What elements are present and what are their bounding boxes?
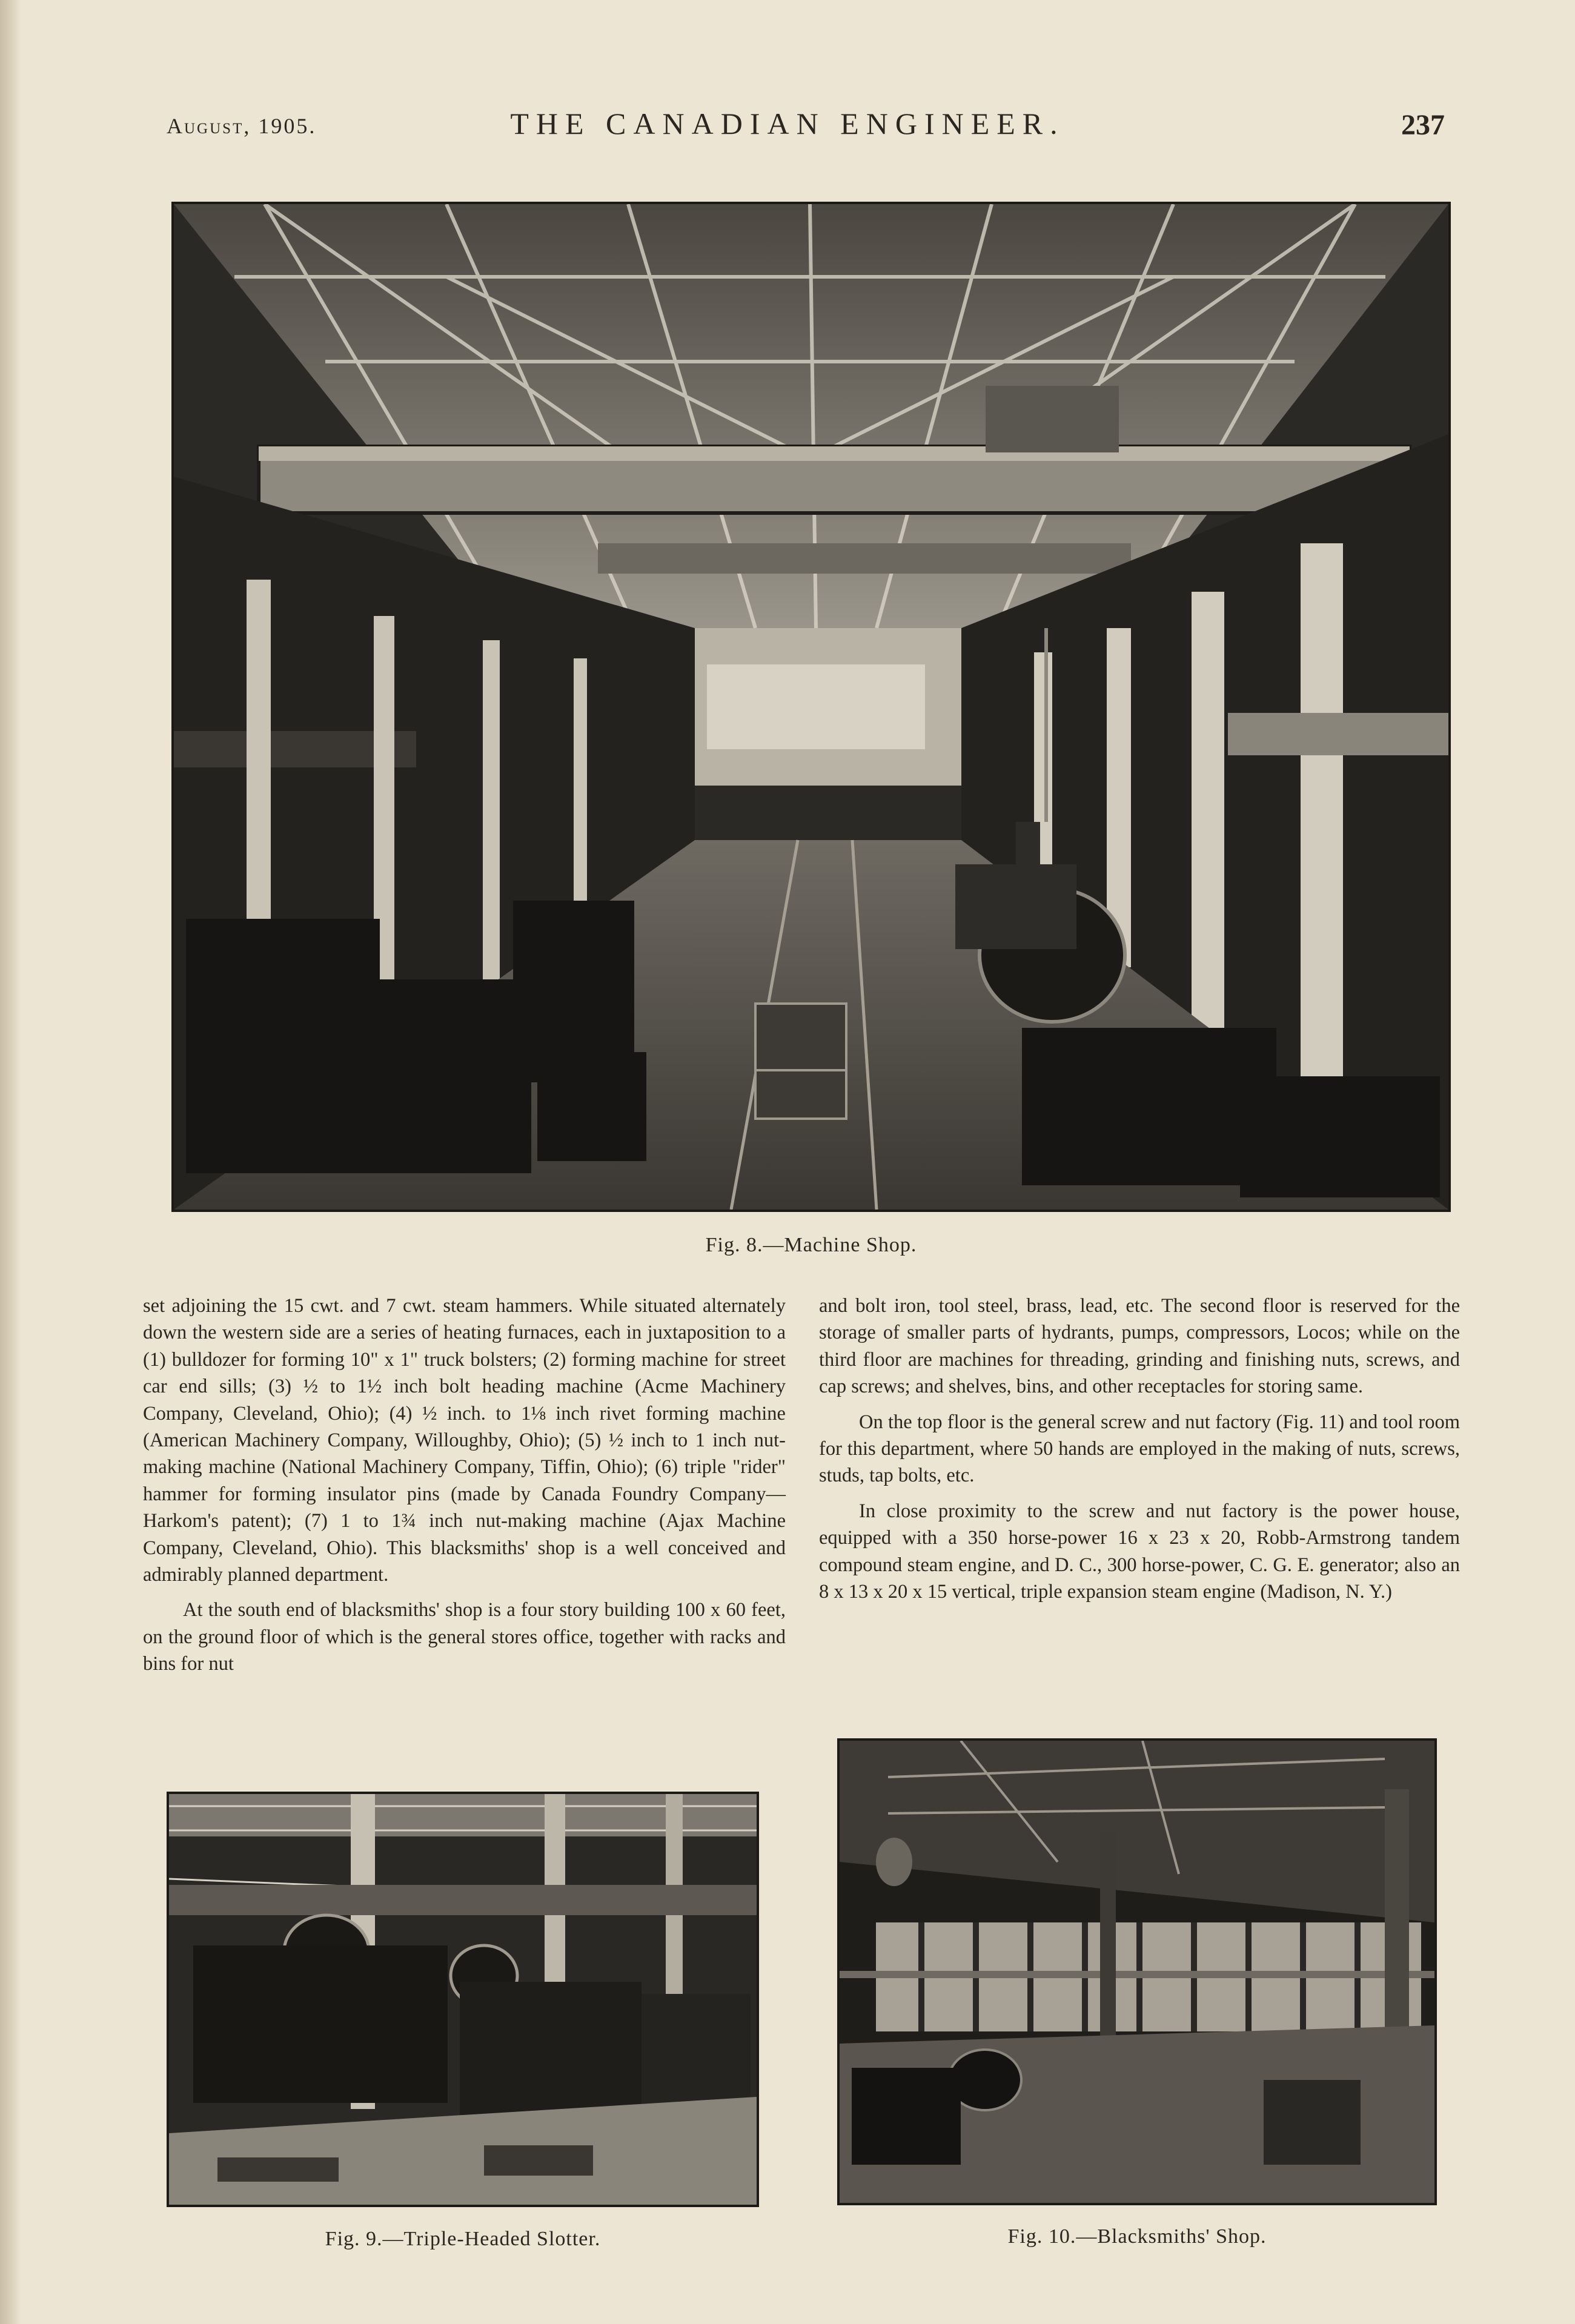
right-text-column	[819, 1293, 1460, 1614]
machine-shop-illustration	[174, 204, 1448, 1210]
journal-title: THE CANADIAN ENGINEER.	[510, 107, 1065, 141]
machine-shop-photo	[171, 202, 1451, 1212]
page-number: 237	[1401, 109, 1445, 141]
page-binding-edge	[0, 0, 21, 2324]
page-header	[0, 106, 1575, 154]
left-text-column	[143, 1293, 786, 1686]
header-date: August, 1905.	[167, 114, 317, 138]
blacksmiths-shop-photo	[837, 1738, 1437, 2205]
right-paragraph-1: and bolt iron, tool steel, brass, lead, etc. The second floor is reserved for the storage of smaller parts of hydrants, pumps, compressors, Locos; while on the third floor are machines for threading, grinding and finishing nuts, screws, and cap screws; and shelves, bins, and other receptacles for storing same.	[819, 1295, 1460, 1398]
slotter-illustration	[169, 1794, 757, 2205]
left-paragraph-1: set adjoining the 15 cwt. and 7 cwt. steam hammers. While situated alternately down the western side are a series of heating furnaces, each in juxtaposition to a (1) bulldozer for forming 10" x 1" truck bolsters; (2) forming machine for street car end sills; (3) ½ to 1½ inch bolt heading machine (Acme Machinery Company, Cleveland, Ohio); (4) ½ inch. to 1⅛ inch rivet forming machine (American Machinery Company, Willoughby, Ohio); (5) ½ inch to 1 inch nut-making machine (National Machinery Company, Tiffin, Ohio); (6) triple "rider" hammer for forming insulator pins (made by Canada Foundry Company—Harkom's patent); (7) 1 to 1¾ inch nut-making machine (Ajax Machine Company, Cleveland, Ohio). This blacksmiths' shop is a well conceived and admirably planned department.	[143, 1295, 786, 1586]
right-paragraph-2: On the top floor is the general screw and nut factory (Fig. 11) and tool room for this department, where 50 hands are employed in the making of nuts, screws, studs, tap bolts, etc.	[819, 1411, 1460, 1487]
fig10-caption: Fig. 10.—Blacksmiths' Shop.	[1007, 2225, 1267, 2248]
left-paragraph-2: At the south end of blacksmiths' shop is a four story building 100 x 60 feet, on the ground floor of which is the general stores office, together with racks and bins for nut	[143, 1599, 786, 1675]
fig9-caption: Fig. 9.—Triple-Headed Slotter.	[325, 2228, 601, 2250]
right-paragraph-3: In close proximity to the screw and nut factory is the power house, equipped with a 350 horse-power 16 x 23 x 20, Robb-Armstrong tandem compound steam engine, and D. C., 300 horse-power, C. G. E. generator; also an 8 x 13 x 20 x 15 vertical, triple expansion steam engine (Madison, N. Y.)	[819, 1500, 1460, 1603]
triple-headed-slotter-photo	[167, 1792, 759, 2207]
fig8-caption: Fig. 8.—Machine Shop.	[705, 1234, 917, 1256]
blacksmiths-shop-illustration	[840, 1741, 1434, 2203]
